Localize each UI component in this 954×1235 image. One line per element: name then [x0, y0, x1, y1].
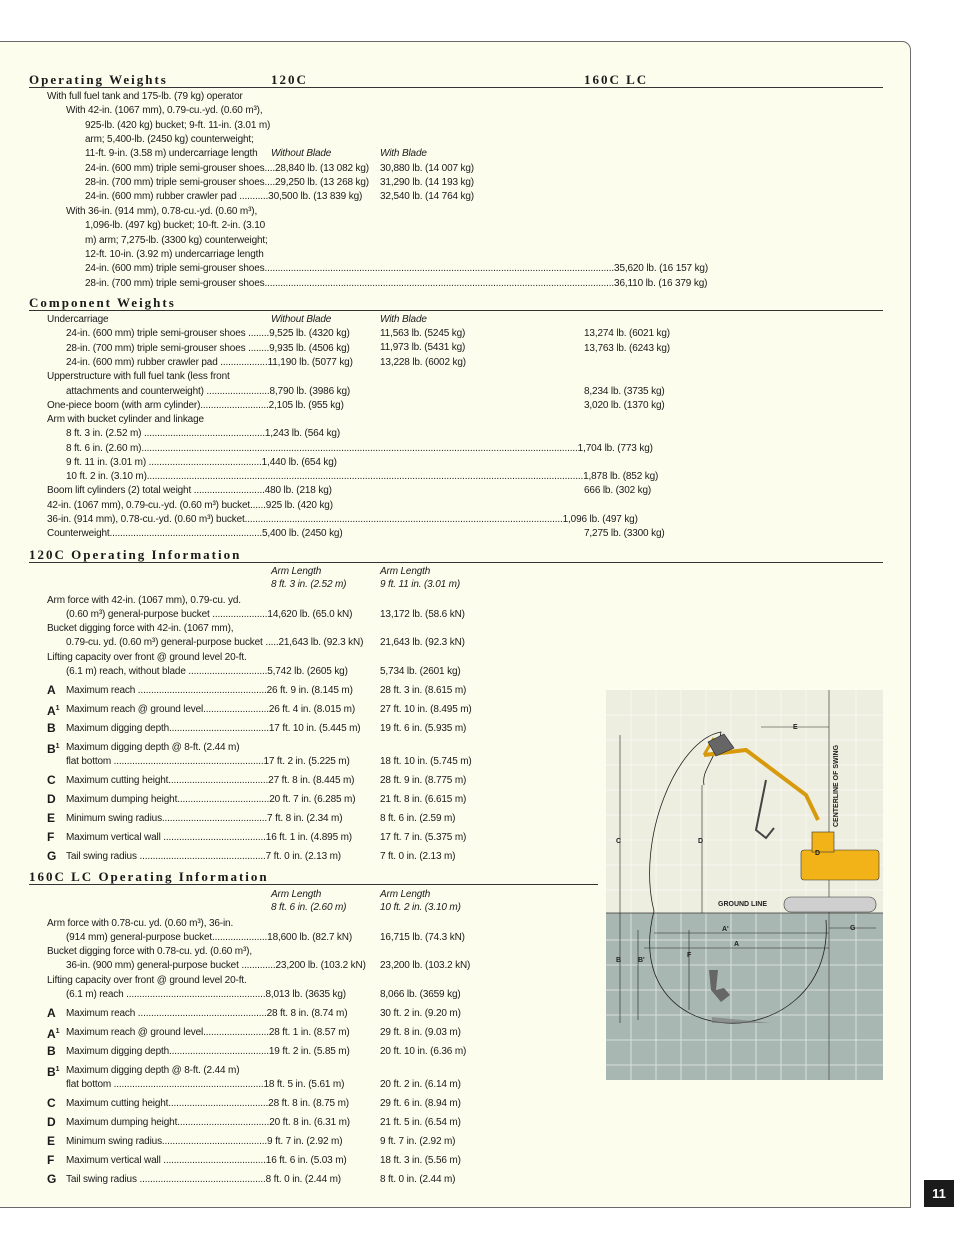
column-label-with-blade: With Blade — [380, 314, 427, 325]
dimension-letter — [47, 1135, 55, 1147]
digging-force-value-2: 21,643 lb. (92.3 kN) — [380, 637, 465, 648]
digging-force-value: 36-in. (900 mm) general-purpose bucket .............23,200 lb. (103.2 kN) — [66, 960, 366, 971]
dim-label-g: G — [850, 925, 856, 932]
160c-value: 13,274 lb. (6021 kg) — [584, 328, 670, 339]
dimension-letter — [47, 1064, 60, 1078]
dim-label-c: C — [616, 838, 622, 845]
letter: C — [47, 1096, 56, 1110]
letter-superscript: 1 — [55, 743, 60, 750]
weight-line: m) arm; 7,275-lb. (3300 kg) counterweight; — [85, 234, 268, 246]
arm-length-value: 8 ft. 3 in. (2.52 m) — [271, 579, 347, 590]
dimension-row: Tail swing radius ................................................8 ft. 0 in. (2.44 m) — [66, 1174, 341, 1185]
weight-line: 24-in. (600 mm) triple semi-grouser shoes.....................................................................................................................................35,620 lb. (16 157 kg) — [85, 263, 709, 275]
lifting-capacity-value: (6.1 m) reach, without blade ..............................5,742 lb. (2605 kg) — [66, 666, 348, 677]
component-line: 24-in. (600 mm) rubber crawler pad ..................11,190 lb. (5077 kg) — [66, 357, 353, 368]
dimension-letter — [47, 1097, 56, 1109]
dim-label-d2: D — [815, 850, 821, 857]
component-line: 9 ft. 11 in. (3.01 m) ...........................................1,440 lb. (654 kg) — [66, 457, 337, 468]
dimension-value-2: 20 ft. 2 in. (6.14 m) — [380, 1079, 461, 1090]
letter: B — [47, 742, 56, 756]
dimension-letter — [47, 1116, 56, 1128]
arm-length-value: 9 ft. 11 in. (3.01 m) — [380, 579, 461, 590]
letter: B — [47, 721, 56, 735]
letter-superscript: 1 — [55, 705, 60, 712]
arm-force-value: (914 mm) general-purpose bucket.....................18,600 lb. (82.7 kN) — [66, 932, 353, 943]
weight-line: 925-lb. (420 kg) bucket; 9-ft. 11-in. (3.01 m) — [85, 119, 271, 131]
dimension-value-2: 21 ft. 8 in. (6.615 m) — [380, 794, 467, 805]
section-operating-weights — [29, 73, 883, 88]
dimension-value-2: 20 ft. 10 in. (6.36 m) — [380, 1046, 467, 1057]
lifting-capacity-label: Lifting capacity over front @ ground level 20-ft. — [47, 975, 247, 986]
dimension-row: Maximum dumping height...................................20 ft. 8 in. (6.31 m) — [66, 1117, 350, 1128]
lifting-capacity-value: (6.1 m) reach .....................................................8,013 lb. (3635 kg) — [66, 989, 346, 1000]
section-title: 120C Operating Information — [29, 547, 242, 562]
section-160c-info — [29, 870, 598, 885]
letter: A — [47, 1006, 56, 1020]
dimension-letter — [47, 812, 55, 824]
arm-force-value-2: 16,715 lb. (74.3 kN) — [380, 932, 465, 943]
dimension-row: Minimum swing radius........................................9 ft. 7 in. (2.92 m) — [66, 1136, 343, 1147]
section-title: 160C LC Operating Information — [29, 869, 269, 884]
letter: A — [47, 683, 56, 697]
dimension-value-2: 7 ft. 0 in. (2.13 m) — [380, 851, 456, 862]
dimension-row: Maximum vertical wall .......................................16 ft. 6 in. (5.03 m) — [66, 1155, 347, 1166]
component-line: Undercarriage — [47, 314, 109, 325]
with-blade-value: 13,228 lb. (6002 kg) — [380, 356, 466, 368]
arm-force-label: Arm force with 0.78-cu. yd. (0.60 m³), 36-in. — [47, 918, 234, 929]
dimension-letter — [47, 850, 56, 862]
centerline-label: CENTERLINE OF SWING — [833, 744, 840, 827]
dimension-value-2: 8 ft. 0 in. (2.44 m) — [380, 1174, 456, 1185]
160c-value: 8,234 lb. (3735 kg) — [584, 386, 665, 397]
dimension-row: Maximum reach .................................................26 ft. 9 in. (8.145 m) — [66, 685, 353, 696]
letter: E — [47, 1134, 56, 1148]
dimension-row: Maximum reach @ ground level.........................26 ft. 4 in. (8.015 m) — [66, 704, 356, 715]
letter: B — [47, 1044, 56, 1058]
component-line: 8 ft. 3 in. (2.52 m) ..............................................1,243 lb. (564 kg) — [66, 428, 341, 439]
component-line: 8 ft. 6 in. (2.60 m)......................................................................................................................................................................1,704 lb. (773 kg) — [66, 443, 653, 454]
with-blade-value: 31,290 lb. (14 193 kg) — [380, 177, 474, 189]
dimension-letter — [47, 684, 56, 696]
dimension-value-2: 21 ft. 5 in. (6.54 m) — [380, 1117, 461, 1128]
dimension-value-2: 29 ft. 6 in. (8.94 m) — [380, 1098, 461, 1109]
weight-line: With 42-in. (1067 mm), 0.79-cu.-yd. (0.60 m³), — [66, 105, 263, 117]
with-blade-value: 30,880 lb. (14 007 kg) — [380, 162, 474, 174]
component-line: attachments and counterweight) ........................8,790 lb. (3986 kg) — [66, 386, 351, 397]
dimension-row: Maximum cutting height......................................27 ft. 8 in. (8.445 m) — [66, 775, 355, 786]
digging-force-label: Bucket digging force with 0.78-cu. yd. (0.60 m³), — [47, 946, 252, 957]
arm-length-header: Arm Length — [380, 566, 431, 577]
weight-line: 12-ft. 10-in. (3.92 m) undercarriage length — [85, 248, 264, 260]
dimension-value-2: 29 ft. 8 in. (9.03 m) — [380, 1027, 461, 1038]
component-line: 28-in. (700 mm) triple semi-grouser shoes ........9,935 lb. (4506 kg) — [66, 343, 350, 354]
component-line: 36-in. (914 mm), 0.78-cu.-yd. (0.60 m³) bucket.........................................................................................................................1,096 lb. (497 kg) — [47, 514, 638, 525]
arm-length-value: 10 ft. 2 in. (3.10 m) — [380, 902, 461, 913]
letter: E — [47, 811, 56, 825]
arm-force-value: (0.60 m³) general-purpose bucket .....................14,620 lb. (65.0 kN) — [66, 609, 353, 620]
component-line: Boom lift cylinders (2) total weight ...........................480 lb. (218 kg) — [47, 485, 332, 496]
with-blade-value: 32,540 lb. (14 764 kg) — [380, 191, 474, 203]
dimension-value-2: 19 ft. 6 in. (5.935 m) — [380, 723, 467, 734]
section-title: Component Weights — [29, 295, 176, 310]
column-header-160c: 160C LC — [584, 72, 649, 87]
dimension-letter — [47, 1026, 60, 1040]
weight-line: 28-in. (700 mm) triple semi-grouser shoes.....................................................................................................................................36,110 lb. (16 379 kg) — [85, 277, 708, 289]
letter: D — [47, 792, 56, 806]
column-header-120c: 120C — [271, 72, 308, 87]
dimension-letter — [47, 1173, 56, 1185]
component-line: 42-in. (1067 mm), 0.79-cu.-yd. (0.60 m³) bucket......925 lb. (420 kg) — [47, 500, 333, 511]
arm-force-value-2: 13,172 lb. (58.6 kN) — [380, 609, 465, 620]
dimension-row: Minimum swing radius........................................7 ft. 8 in. (2.34 m) — [66, 813, 343, 824]
dimension-letter — [47, 793, 56, 805]
dimension-row: Maximum digging depth @ 8-ft. (2.44 m) — [66, 742, 240, 753]
dimension-row: Maximum digging depth......................................17 ft. 10 in. (5.445 m) — [66, 723, 361, 734]
dimension-value-2: 30 ft. 2 in. (9.20 m) — [380, 1008, 461, 1019]
letter-superscript: 1 — [55, 1066, 60, 1073]
component-line: One-piece boom (with arm cylinder)..........................2,105 lb. (955 kg) — [47, 400, 344, 411]
machine-body — [801, 850, 879, 880]
letter: A — [47, 704, 56, 718]
dimension-value-2: 18 ft. 3 in. (5.56 m) — [380, 1155, 461, 1166]
component-line: Upperstructure with full fuel tank (less front — [47, 371, 230, 382]
dimension-value-2: 18 ft. 10 in. (5.745 m) — [380, 756, 472, 767]
excavator-dimension-diagram — [606, 690, 883, 1080]
dimension-row: Maximum digging depth @ 8-ft. (2.44 m) — [66, 1065, 240, 1076]
dimension-row: Maximum vertical wall .......................................16 ft. 1 in. (4.895 m) — [66, 832, 352, 843]
lifting-capacity-value-2: 5,734 lb. (2601 kg) — [380, 666, 461, 677]
dim-label-a: A — [734, 941, 740, 948]
dimension-letter — [47, 774, 56, 786]
dimension-value-2: 8 ft. 6 in. (2.59 m) — [380, 813, 456, 824]
dimension-row-cont: flat bottom .........................................................17 ft. 2 in. (5.225 m) — [66, 756, 350, 767]
ground-line-label: GROUND LINE — [718, 901, 767, 908]
section-120c-info — [29, 548, 883, 563]
weight-line: With 36-in. (914 mm), 0.78-cu.-yd. (0.60 m³), — [66, 205, 258, 217]
dimension-value-2: 28 ft. 3 in. (8.615 m) — [380, 685, 467, 696]
weight-line: 1,096-lb. (497 kg) bucket; 10-ft. 2-in. (3.10 — [85, 220, 266, 232]
dimension-row: Maximum reach .................................................28 ft. 8 in. (8.74 m) — [66, 1008, 348, 1019]
dimension-value-2: 27 ft. 10 in. (8.495 m) — [380, 704, 472, 715]
component-line: Arm with bucket cylinder and linkage — [47, 414, 204, 425]
column-label-with-blade: With Blade — [380, 148, 427, 159]
dimension-letter — [47, 722, 56, 734]
page-number: 11 — [924, 1180, 954, 1207]
dimension-letter — [47, 1007, 56, 1019]
dimension-value-2: 17 ft. 7 in. (5.375 m) — [380, 832, 467, 843]
dimension-row: Maximum reach @ ground level.........................28 ft. 1 in. (8.57 m) — [66, 1027, 350, 1038]
dim-label-b: B — [616, 957, 622, 964]
lifting-capacity-label: Lifting capacity over front @ ground level 20-ft. — [47, 652, 247, 663]
160c-value: 13,763 lb. (6243 kg) — [584, 343, 670, 354]
digging-force-value-2: 23,200 lb. (103.2 kN) — [380, 960, 471, 971]
with-blade-value: 11,563 lb. (5245 kg) — [380, 328, 466, 339]
component-line: Counterweight..........................................................5,400 lb. (2450 kg) — [47, 528, 343, 539]
weight-line: 24-in. (600 mm) rubber crawler pad ...........30,500 lb. (13 839 kg) — [85, 191, 363, 203]
letter: G — [47, 1172, 57, 1186]
arm-length-header: Arm Length — [380, 889, 431, 900]
dimension-letter — [47, 831, 54, 843]
dimension-value-2: 28 ft. 9 in. (8.775 m) — [380, 775, 467, 786]
dimension-letter — [47, 703, 60, 717]
weight-line: 28-in. (700 mm) triple semi-grouser shoes....29,250 lb. (13 268 kg) — [85, 177, 369, 189]
arm-length-header: Arm Length — [271, 889, 322, 900]
dim-label-e: E — [793, 724, 798, 731]
letter-superscript: 1 — [55, 1028, 60, 1035]
column-label-without-blade: Without Blade — [271, 314, 332, 325]
component-line: 10 ft. 2 in. (3.10 m)......................................................................................................................................................................1,878 lb. (852 kg) — [66, 471, 659, 482]
dimension-letter — [47, 741, 60, 755]
letter: C — [47, 773, 56, 787]
160c-value: 3,020 lb. (1370 kg) — [584, 400, 665, 411]
weight-line: 11-ft. 9-in. (3.58 m) undercarriage length — [85, 148, 258, 160]
component-line: 24-in. (600 mm) triple semi-grouser shoes ........9,525 lb. (4320 kg) — [66, 328, 350, 339]
160c-value: 7,275 lb. (3300 kg) — [584, 528, 665, 539]
dim-label-b1: B' — [638, 957, 645, 964]
with-blade-value: 11,973 lb. (5431 kg) — [380, 342, 466, 354]
weight-line: 24-in. (600 mm) triple semi-grouser shoes....28,840 lb. (13 082 kg) — [85, 162, 369, 174]
lifting-capacity-value-2: 8,066 lb. (3659 kg) — [380, 989, 461, 1000]
dimension-row: Maximum digging depth......................................19 ft. 2 in. (5.85 m) — [66, 1046, 350, 1057]
machine-cab — [812, 832, 834, 852]
digging-force-label: Bucket digging force with 42-in. (1067 mm), — [47, 623, 234, 634]
dimension-row: Tail swing radius ................................................7 ft. 0 in. (2.13 m) — [66, 851, 341, 862]
arm-force-label: Arm force with 42-in. (1067 mm), 0.79-cu. yd. — [47, 595, 241, 606]
dimension-letter — [47, 1045, 56, 1057]
dimension-letter — [47, 1154, 54, 1166]
letter: B — [47, 1065, 56, 1079]
160c-value: 666 lb. (302 kg) — [584, 485, 652, 496]
dimension-row: Maximum cutting height......................................28 ft. 8 in. (8.75 m) — [66, 1098, 349, 1109]
dim-label-f: F — [687, 952, 692, 959]
ground-area — [606, 913, 883, 1080]
dim-label-a1: A' — [722, 926, 729, 933]
letter: F — [47, 1153, 55, 1167]
arm-length-header: Arm Length — [271, 566, 322, 577]
dimension-row: Maximum dumping height...................................20 ft. 7 in. (6.285 m) — [66, 794, 356, 805]
machine-tracks — [784, 897, 876, 912]
arm-length-value: 8 ft. 6 in. (2.60 m) — [271, 902, 347, 913]
dim-label-d: D — [698, 838, 704, 845]
digging-force-value: 0.79-cu. yd. (0.60 m³) general-purpose bucket .....21,643 lb. (92.3 kN) — [66, 637, 364, 648]
section-title: Operating Weights — [29, 72, 168, 87]
letter: D — [47, 1115, 56, 1129]
letter: A — [47, 1027, 56, 1041]
section-component-weights — [29, 296, 883, 311]
letter: F — [47, 830, 55, 844]
column-label-without-blade: Without Blade — [271, 148, 332, 159]
dimension-row-cont: flat bottom .........................................................18 ft. 5 in. (5.61 m) — [66, 1079, 345, 1090]
dimension-value-2: 9 ft. 7 in. (2.92 m) — [380, 1136, 456, 1147]
weight-line: With full fuel tank and 175-lb. (79 kg) operator — [47, 91, 243, 102]
weight-line: arm; 5,400-lb. (2450 kg) counterweight; — [85, 134, 254, 146]
letter: G — [47, 849, 57, 863]
